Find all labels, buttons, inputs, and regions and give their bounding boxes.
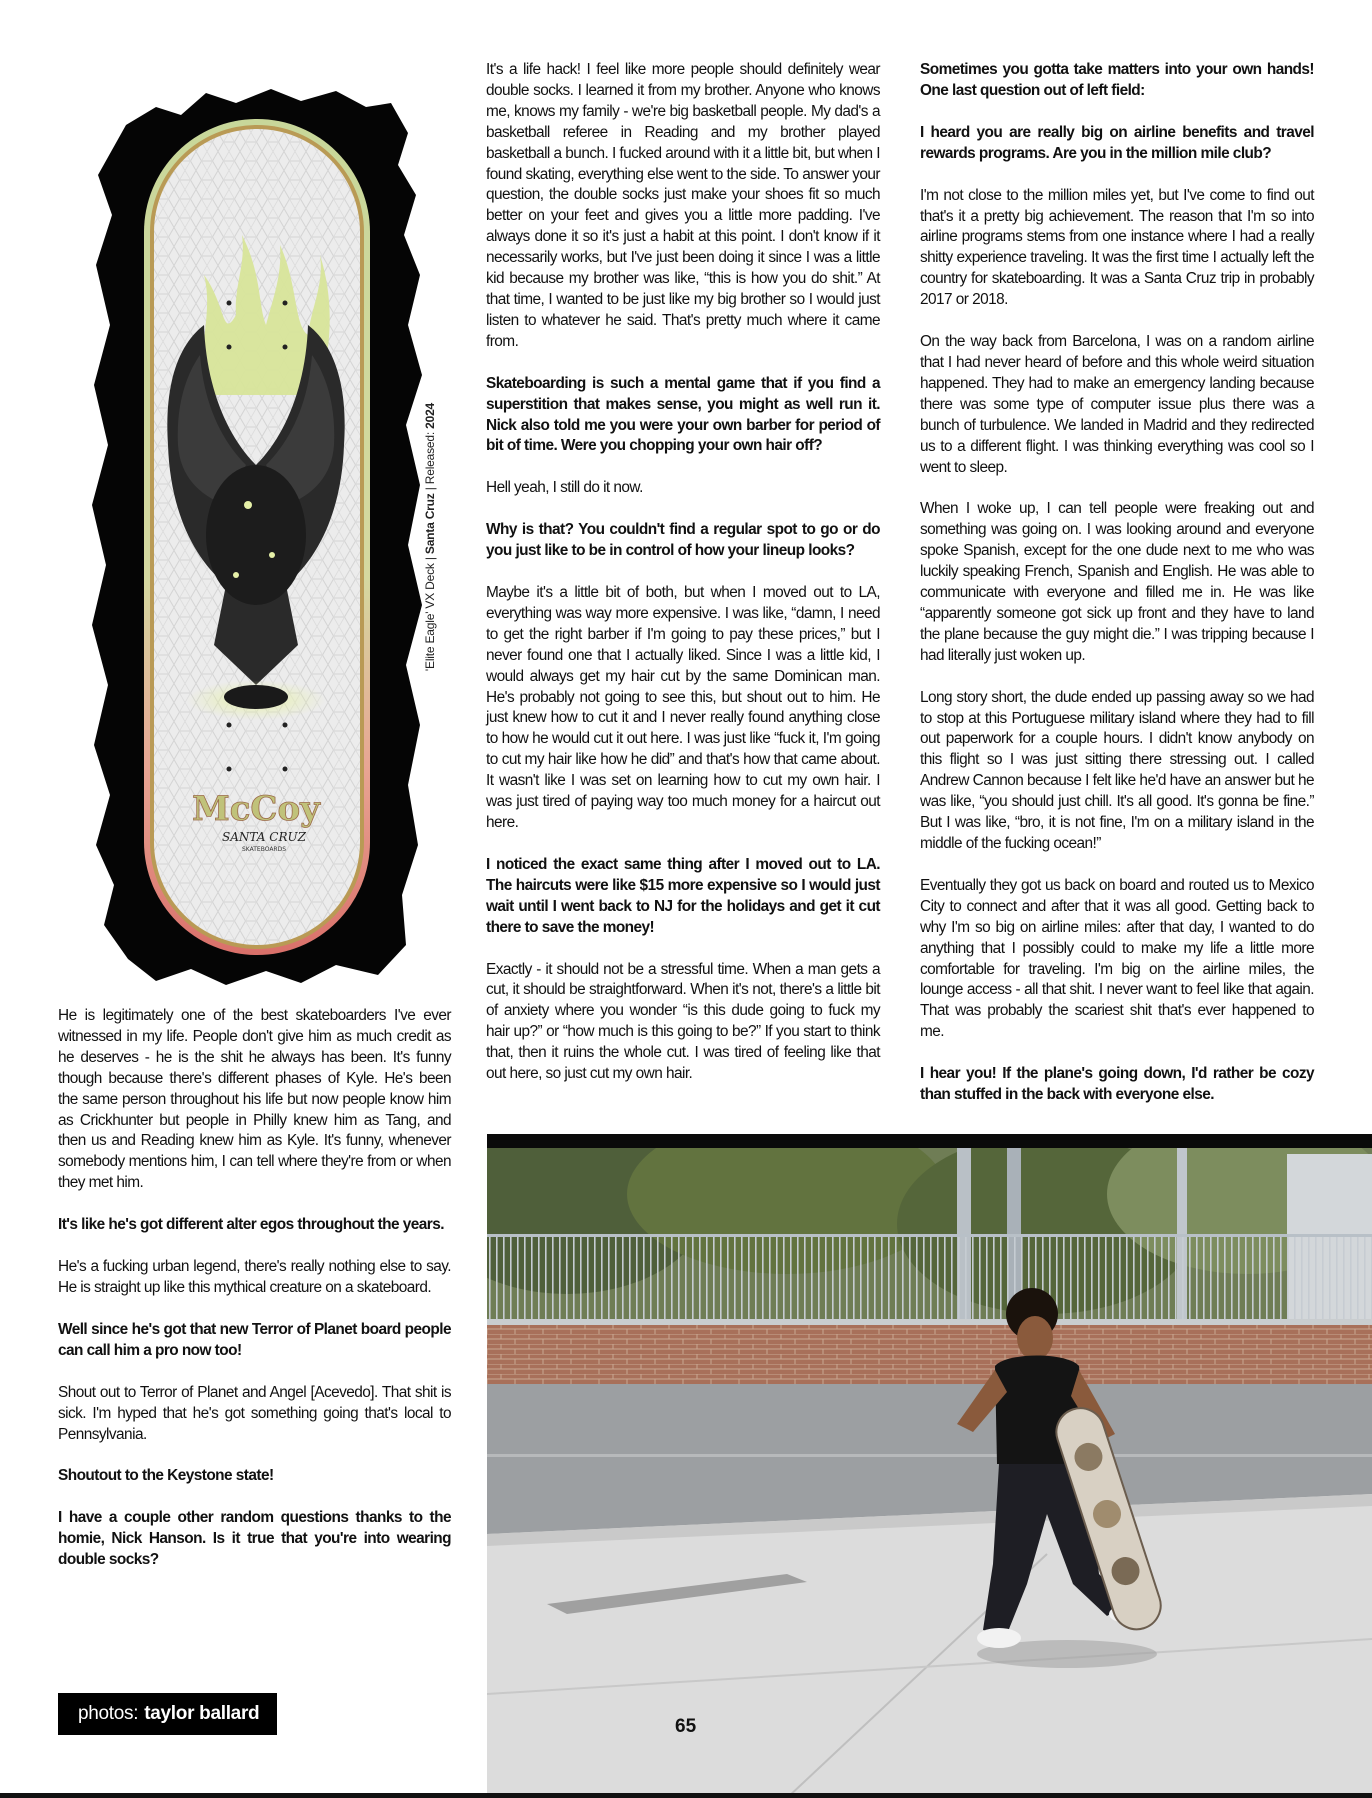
- deck-svg: [86, 85, 426, 990]
- interview-answer: It's a life hack! I feel like more people should definitely wear double socks. I learned it from my brother. Anyone who knows me, knows my family - we're big basketball people. My dad's a basketball referee in Reading and my brother played basketball a bunch. I fucked around with it a little bit, but when I found skating, everything else went to the side. To answer your question, the double socks just make your shoes fit so much better on your feet and gives you a little more padding. I've always done it so it's just a habit at this point. I don't know if it necessarily works, but I've just been doing it since I was a little kid because my brother was like, “this is how you do shit.” At that time, I wanted to be just like my big brother so I would just listen to whatever he said. That's pretty much where it came from.: [486, 61, 880, 350]
- interview-question: I have a couple other random questions thanks to the homie, Nick Hanson. Is it true that you're into wearing double socks?: [58, 1509, 451, 1569]
- interview-question: I hear you! If the plane's going down, I'd rather be cozy than stuffed in the back with everyone else.: [920, 1065, 1314, 1104]
- photo-credit-name: taylor ballard: [144, 1703, 260, 1724]
- article-column-left: [58, 1006, 451, 1592]
- deck-caption-title: 'Elite Eagle' VX Deck |: [423, 554, 437, 672]
- deck-caption-brand: Santa Cruz: [423, 493, 437, 555]
- deck-brand-sub: SKATEBOARDS: [241, 846, 287, 853]
- photo-credit-badge: [58, 1693, 277, 1735]
- interview-answer: He is legitimately one of the best skateboarders I've ever witnessed in my life. People don't give him as much credit as he deserves - he is the shit he always has been. It's funny though because there's different phases of Kyle. He's been the same person throughout his life but now people know him as Crickhunter but people in Philly knew him as Tang, and then us and Reading knew him as Kyle. It's funny, whenever somebody mentions him, I can tell where they're from or when they met him.: [58, 1007, 451, 1192]
- article-column-middle: [486, 60, 880, 1106]
- skater-photo: [487, 1134, 1372, 1798]
- interview-answer: When I woke up, I can tell people were freaking out and something was going on. I was looking around and everyone spoke Spanish, except for the one dude next to me who was luckily speaking French, Spanish and English. He was able to communicate with everyone and filled me in. He was like “apparently someone got sick up front and they have to land the plane because the guy might die.” I was tripping because I had literally just woken up.: [920, 500, 1314, 664]
- deck-caption-year: 2024: [423, 402, 437, 429]
- bottom-rule: [0, 1793, 1372, 1798]
- photo-illustration: [487, 1134, 1372, 1798]
- photo-top-bar: [487, 1134, 1372, 1148]
- interview-question: Shoutout to the Keystone state!: [58, 1467, 274, 1485]
- interview-answer: Hell yeah, I still do it now.: [486, 479, 643, 497]
- interview-answer: Exactly - it should not be a stressful time. When a man gets a cut, it should be straightforward. When it's not, there's a little bit of anxiety where you wonder “is this dude going to fuck my hair up?” or “how much is this going to be?” If you start to think that, then it ruins the whole cut. I was tired of feeling like that out here, so just cut my own hair.: [486, 960, 880, 1083]
- interview-question: Skateboarding is such a mental game that if you find a superstition that makes sense, you might as well run it. Nick also told me you were your own barber for period of bit of time. Were you chopping your own hair off?: [486, 374, 880, 455]
- interview-answer: He's a fucking urban legend, there's really nothing else to say. He is straight up like this mythical creature on a skateboard.: [58, 1258, 451, 1296]
- interview-question: It's like he's got different alter egos throughout the years.: [58, 1216, 444, 1234]
- page-number: 65: [675, 1716, 697, 1737]
- interview-answer: Shout out to Terror of Planet and Angel [Acevedo]. That shit is sick. I'm hyped that he's got something going that's local to Pennsylvania.: [58, 1383, 451, 1443]
- interview-answer: Long story short, the dude ended up passing away so we had to stop at this Portuguese military island where they had to fill out paperwork for a couple hours. I didn't know anybody on this flight so I was just sitting there stressing out. I called Andrew Cannon because I felt like he'd have an answer but he was like, “you should just chill. It's all good. It's gonna be fine.” But I was like, “bro, it is not fine, I'm on a military island in the middle of the fucking ocean!”: [920, 688, 1314, 852]
- deck-caption: [420, 390, 440, 690]
- deck-caption-released-label: | Released:: [423, 428, 437, 494]
- interview-answer: On the way back from Barcelona, I was on a random airline that I had never heard of before and this whole weird situation happened. They had to make an emergency landing because there was some type of computer issue plus there was a bunch of turbulence. We landed in Madrid and they redirected us to a different flight. I was thinking everything was cool so I went to sleep.: [920, 333, 1314, 476]
- interview-question: Well since he's got that new Terror of Planet board people can call him a pro now too!: [58, 1320, 451, 1359]
- article-column-right: [920, 60, 1314, 1127]
- interview-question: I heard you are really big on airline benefits and travel rewards programs. Are you in the million mile club?: [920, 123, 1314, 162]
- interview-question: Sometimes you gotta take matters into your own hands! One last question out of left field:: [920, 61, 1314, 99]
- photo-credit-prefix: photos:: [78, 1703, 139, 1724]
- skateboard-deck-illustration: [86, 85, 426, 990]
- interview-answer: I'm not close to the million miles yet, but I've come to find out that's it a pretty big achievement. The reason that I'm so into airline programs stems from one instance where I had a really shitty experience traveling. It was the first time I actually left the country for skateboarding. It was a Santa Cruz trip in probably 2017 or 2018.: [920, 186, 1314, 309]
- interview-question: Why is that? You couldn't find a regular spot to go or do you just like to be in control of how your lineup looks?: [486, 521, 880, 560]
- interview-answer: Maybe it's a little bit of both, but when I moved out to LA, everything was way more expensive. I was like, “damn, I need to get the right barber if I'm going to pay these prices,” but I never found one that I actually liked. Since I was a little kid, I would always get my hair cut by the same Dominican man. He's probably not going to see this, but shout out to him. He just knew how to cut it and I never really found anything close to how he would cut it out here. I was just like “fuck it, I'm going to cut my hair like how he did” and that's how that came about. It wasn't like I was set on learning how to cut my own hair. I was just tired of paying way too much money for a haircut out here.: [486, 584, 880, 831]
- deck-brand-logo: SANTA CRUZ: [222, 830, 306, 844]
- deck-signature: McCoy: [192, 789, 320, 829]
- interview-answer: Eventually they got us back on board and routed us to Mexico City to connect and after that it was all good. Getting back to why I'm so big on airline miles: after that day, I wanted to do anything that I possibly could to make my life a little more comfortable for traveling. I'm big on the airline miles, the lounge access - all that shit. I never want to feel like that again. That was probably the scariest shit that's ever happened to me.: [920, 876, 1314, 1041]
- interview-question: I noticed the exact same thing after I moved out to LA. The haircuts were like $15 more expensive so I would just wait until I went back to NJ for the holidays and get it cut there to save the money!: [486, 855, 880, 936]
